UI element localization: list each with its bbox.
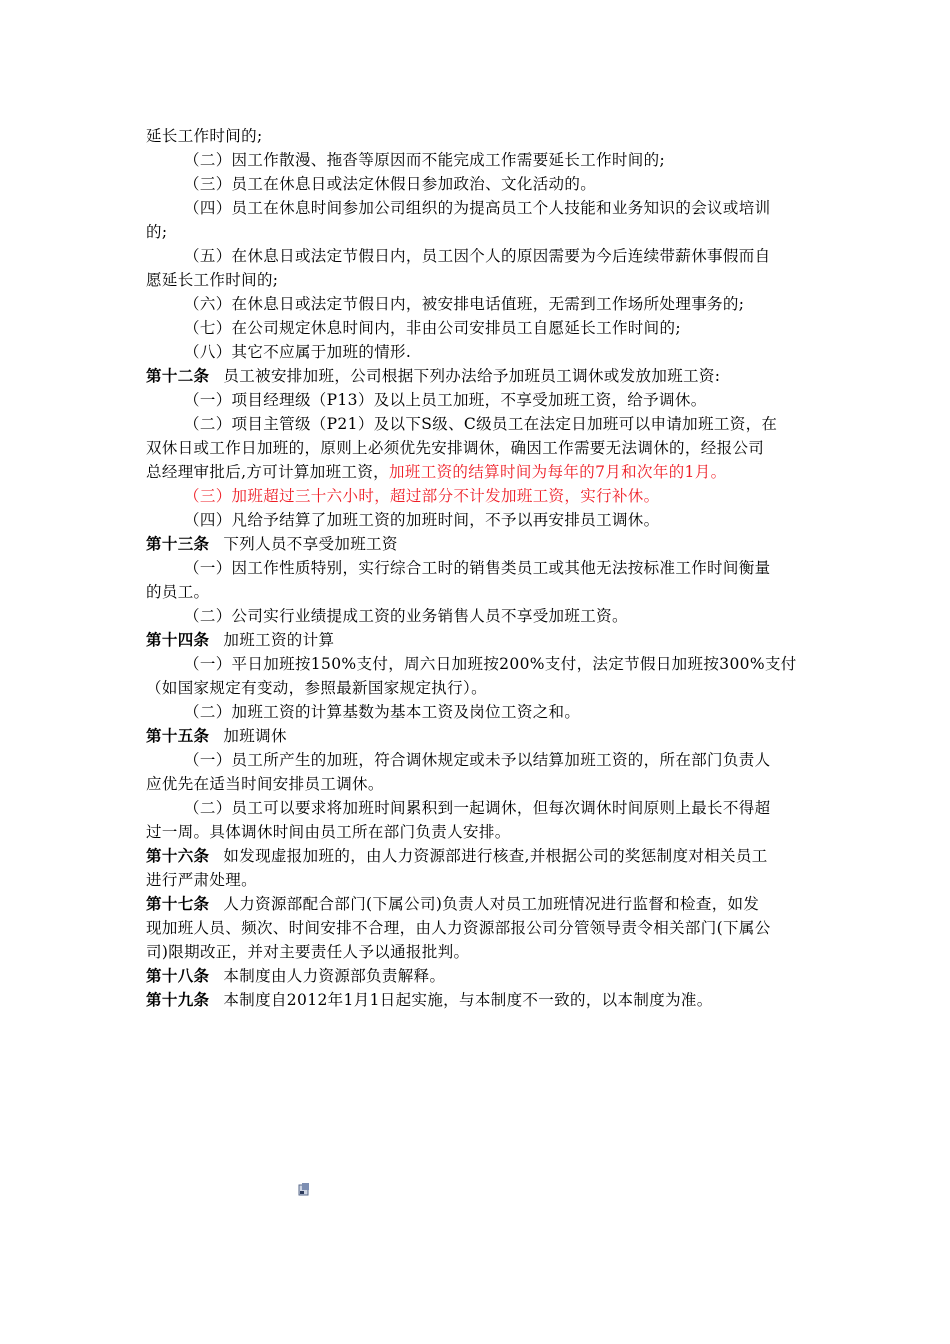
article-heading: 第十二条 — [146, 366, 210, 385]
text-line — [146, 460, 810, 484]
article-text: 下列人员不享受加班工资 — [223, 535, 398, 553]
text-line: 双休日或工作日加班的，原则上必须优先安排调休，确因工作需要无法调休的，经报公司 — [146, 439, 765, 457]
article-text: 本制度自2012年1月1日起实施，与本制度不一致的，以本制度为准。 — [223, 991, 713, 1009]
text-line: （一）项目经理级（P13）及以上员工加班，不享受加班工资，给予调休。 — [184, 391, 707, 409]
document-body — [146, 124, 810, 1012]
text-line: （八）其它不应属于加班的情形. — [184, 343, 412, 361]
article-heading: 第十三条 — [146, 534, 210, 553]
highlighted-text: 加班工资的结算时间为每年的7月和次年的1月。 — [389, 463, 727, 481]
article-13 — [146, 532, 810, 556]
article-12 — [146, 364, 810, 388]
article-heading: 第十九条 — [146, 990, 210, 1009]
text-segment: 总经理审批后,方可计算加班工资， — [146, 463, 390, 481]
text-line: 应优先在适当时间安排员工调休。 — [146, 775, 384, 793]
text-line: （四）凡给予结算了加班工资的加班时间，不予以再安排员工调休。 — [184, 511, 660, 529]
text-line: 的; — [146, 223, 168, 241]
text-line: （如国家规定有变动，参照最新国家规定执行）。 — [146, 679, 487, 697]
article-heading: 第十七条 — [146, 894, 210, 913]
article-text: 加班调休 — [223, 727, 287, 745]
text-line: （三）员工在休息日或法定休假日参加政治、文化活动的。 — [184, 175, 597, 193]
text-line: （七）在公司规定休息时间内，非由公司安排员工自愿延长工作时间的; — [184, 319, 681, 337]
text-line: （一）员工所产生的加班，符合调休规定或未予以结算加班工资的，所在部门负责人 — [184, 751, 771, 769]
text-line: （二）项目主管级（P21）及以下S级、C级员工在法定日加班可以申请加班工资，在 — [184, 415, 778, 433]
highlighted-text: （三）加班超过三十六小时，超过部分不计发加班工资，实行补休。 — [184, 487, 660, 505]
article-16 — [146, 844, 810, 868]
article-17 — [146, 892, 810, 916]
text-line: 进行严肃处理。 — [146, 871, 257, 889]
text-line: （一）因工作性质特别，实行综合工时的销售类员工或其他无法按标准工作时间衡量 — [184, 559, 771, 577]
embedded-object-icon — [298, 1182, 310, 1196]
article-19 — [146, 988, 810, 1012]
text-line: 的员工。 — [146, 583, 210, 601]
article-15 — [146, 724, 810, 748]
text-line: 现加班人员、频次、时间安排不合理，由人力资源部报公司分管领导责令相关部门(下属公 — [146, 919, 771, 937]
text-line: （二）因工作散漫、拖沓等原因而不能完成工作需要延长工作时间的; — [184, 151, 666, 169]
text-line: （五）在休息日或法定节假日内，员工因个人的原因需要为今后连续带薪休事假而自 — [184, 247, 771, 265]
text-line: （二）员工可以要求将加班时间累积到一起调休，但每次调休时间原则上最长不得超 — [184, 799, 771, 817]
article-14 — [146, 628, 810, 652]
article-18 — [146, 964, 810, 988]
text-line: （一）平日加班按150%支付，周六日加班按200%支付，法定节假日加班按300%支付 — [184, 655, 797, 673]
article-heading: 第十六条 — [146, 846, 210, 865]
text-line: （六）在休息日或法定节假日内，被安排电话值班，无需到工作场所处理事务的; — [184, 295, 745, 313]
article-heading: 第十八条 — [146, 966, 210, 985]
article-text: 人力资源部配合部门(下属公司)负责人对员工加班情况进行监督和检查，如发 — [223, 895, 760, 913]
article-text: 员工被安排加班，公司根据下列办法给予加班员工调休或发放加班工资: — [223, 367, 721, 385]
article-text: 本制度由人力资源部负责解释。 — [223, 967, 446, 985]
text-line: 司)限期改正，并对主要责任人予以通报批判。 — [146, 943, 470, 961]
text-line: 愿延长工作时间的; — [146, 271, 279, 289]
text-line: （二）公司实行业绩提成工资的业务销售人员不享受加班工资。 — [184, 607, 628, 625]
article-text: 如发现虚报加班的，由人力资源部进行核查,并根据公司的奖惩制度对相关员工 — [223, 847, 768, 865]
article-heading: 第十五条 — [146, 726, 210, 745]
text-line: （二）加班工资的计算基数为基本工资及岗位工资之和。 — [184, 703, 581, 721]
article-text: 加班工资的计算 — [223, 631, 335, 649]
text-line: 过一周。具体调休时间由员工所在部门负责人安排。 — [146, 823, 511, 841]
text-line: 延长工作时间的; — [146, 127, 263, 145]
text-line: （四）员工在休息时间参加公司组织的为提高员工个人技能和业务知识的会议或培训 — [184, 199, 771, 217]
article-heading: 第十四条 — [146, 630, 210, 649]
